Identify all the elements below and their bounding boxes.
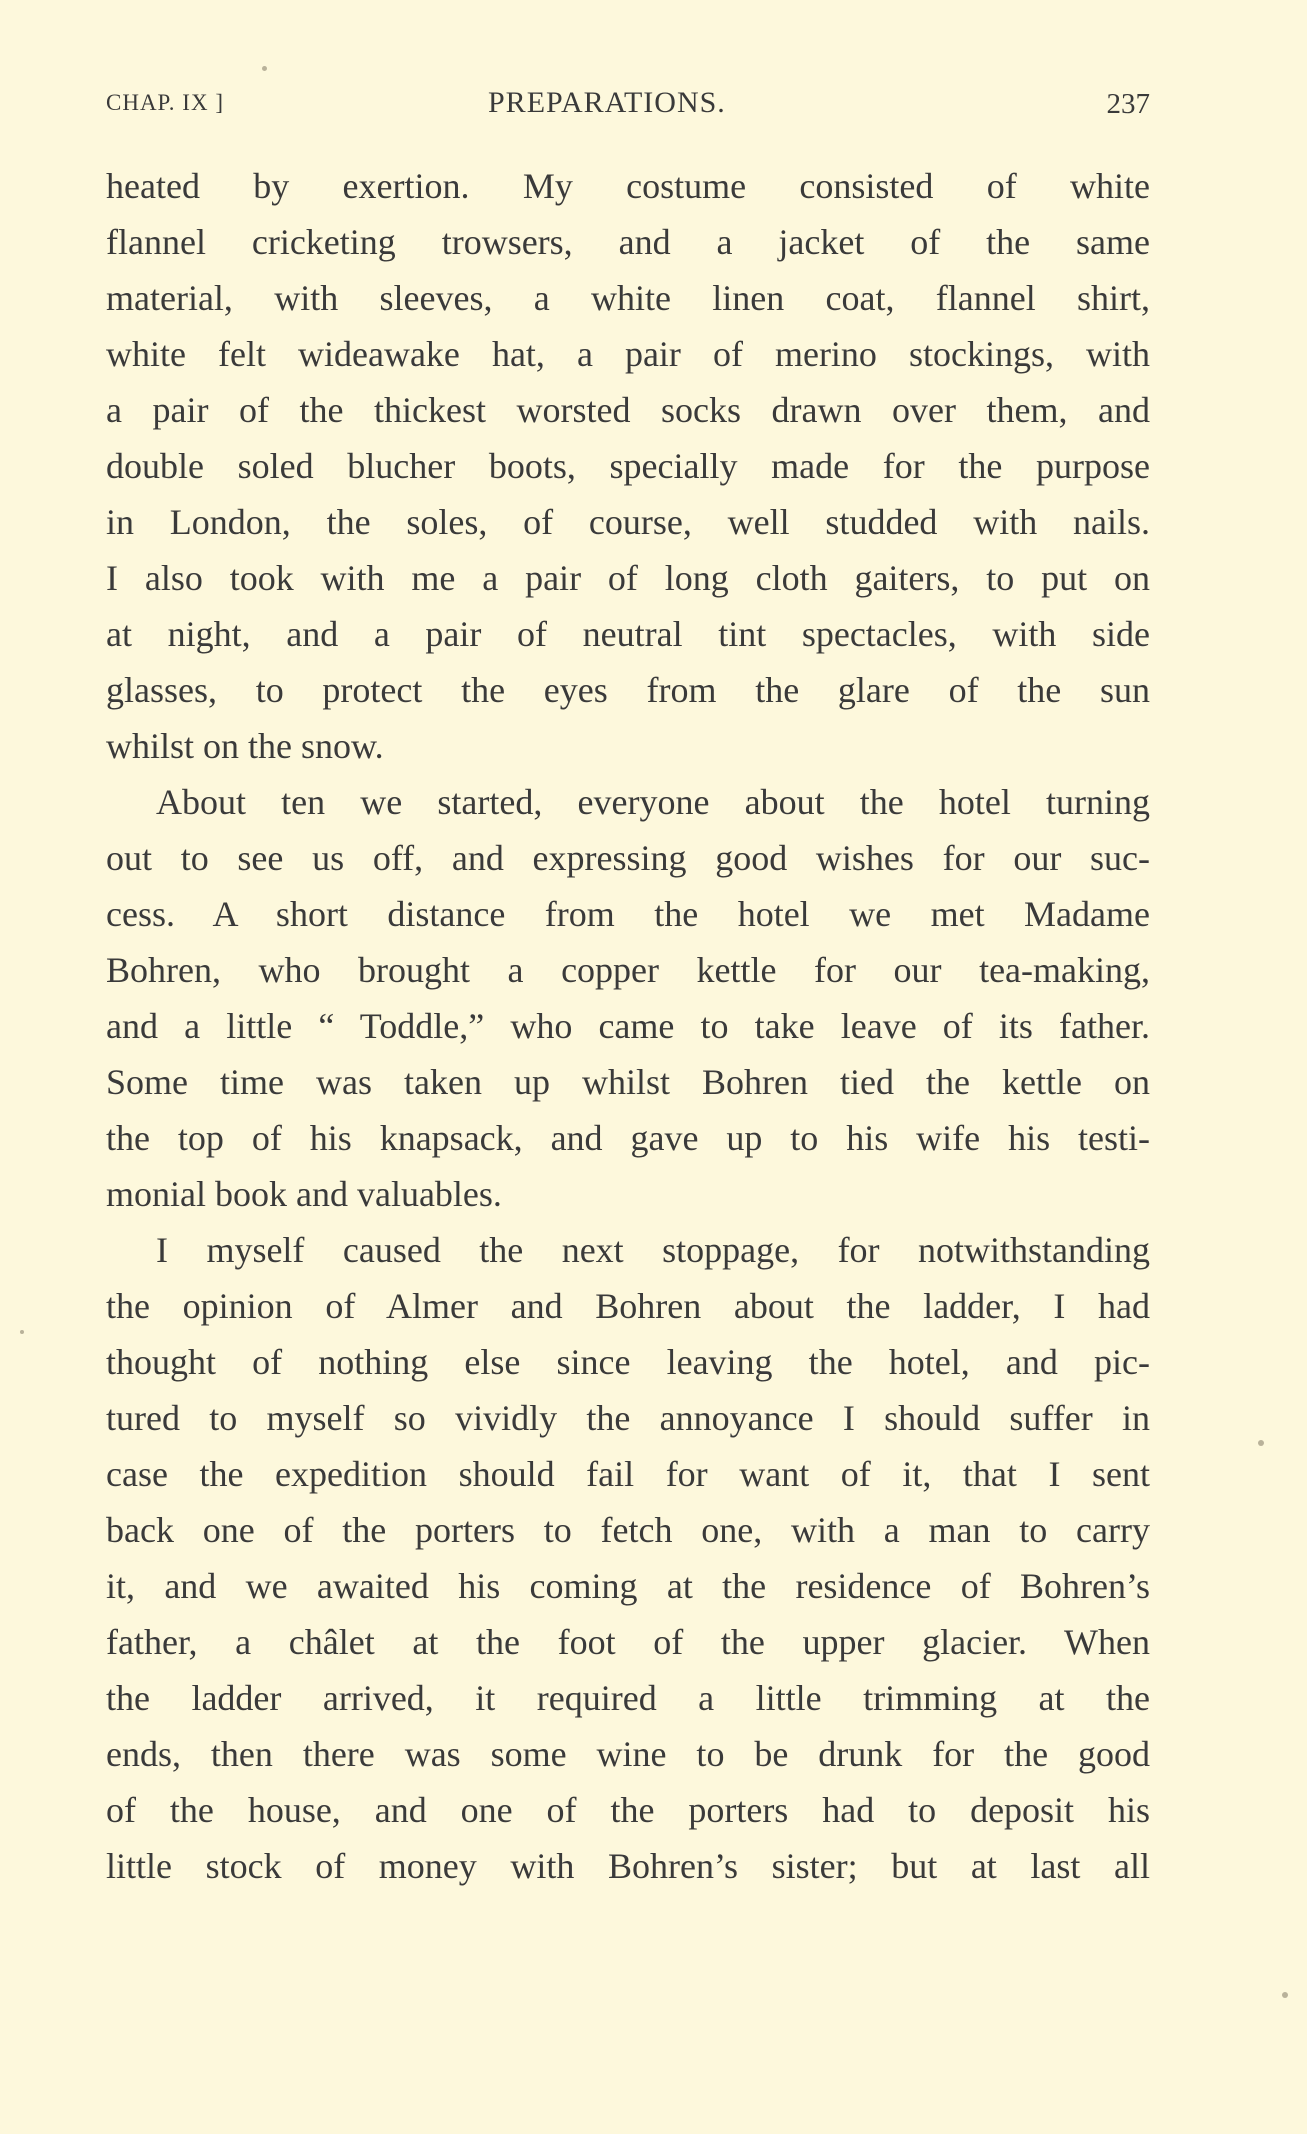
text-line: thought of nothing else since leaving the hotel, and pic-	[106, 1342, 1150, 1382]
text-line: the opinion of Almer and Bohren about the ladder, I had	[106, 1286, 1150, 1326]
text-line: the ladder arrived, it required a little trimming at the	[106, 1678, 1150, 1718]
text-line: Some time was taken up whilst Bohren tied the kettle on	[106, 1062, 1150, 1102]
running-head	[106, 86, 1150, 126]
text-line: it, and we awaited his coming at the residence of Bohren’s	[106, 1566, 1150, 1606]
text-line: out to see us off, and expressing good wishes for our suc-	[106, 838, 1150, 878]
text-line: flannel cricketing trowsers, and a jacket of the same	[106, 222, 1150, 262]
page-title: PREPARATIONS.	[488, 86, 726, 119]
chapter-label: CHAP. IX ]	[106, 90, 224, 115]
text-line: ends, then there was some wine to be drunk for the good	[106, 1734, 1150, 1774]
text-line: case the expedition should fail for want of it, that I sent	[106, 1454, 1150, 1494]
text-line: in London, the soles, of course, well studded with nails.	[106, 502, 1150, 542]
text-line: little stock of money with Bohren’s sister; but at last all	[106, 1846, 1150, 1886]
paper-speck	[20, 1330, 24, 1334]
paper-speck	[262, 66, 267, 71]
paragraph-end-line: monial book and valuables.	[106, 1174, 502, 1214]
text-line: heated by exertion. My costume consisted of white	[106, 166, 1150, 206]
text-line: tured to myself so vividly the annoyance I should suffer in	[106, 1398, 1150, 1438]
text-line: glasses, to protect the eyes from the glare of the sun	[106, 670, 1150, 710]
text-line: double soled blucher boots, specially made for the purpose	[106, 446, 1150, 486]
paper-speck	[1258, 1440, 1264, 1446]
paragraph-start-line: About ten we started, everyone about the hotel turning	[156, 782, 1150, 822]
text-line: of the house, and one of the porters had to deposit his	[106, 1790, 1150, 1830]
text-line: material, with sleeves, a white linen coat, flannel shirt,	[106, 278, 1150, 318]
text-line: and a little “ Toddle,” who came to take leave of its father.	[106, 1006, 1150, 1046]
text-line: white felt wideawake hat, a pair of merino stockings, with	[106, 334, 1150, 374]
page-number: 237	[1106, 88, 1150, 120]
text-line: at night, and a pair of neutral tint spectacles, with side	[106, 614, 1150, 654]
paragraph-end-line: whilst on the snow.	[106, 726, 384, 766]
text-line: father, a châlet at the foot of the upper glacier. When	[106, 1622, 1150, 1662]
text-line: I also took with me a pair of long cloth gaiters, to put on	[106, 558, 1150, 598]
text-line: back one of the porters to fetch one, with a man to carry	[106, 1510, 1150, 1550]
text-line: cess. A short distance from the hotel we met Madame	[106, 894, 1150, 934]
paragraph-start-line: I myself caused the next stoppage, for notwithstanding	[156, 1230, 1150, 1270]
paper-speck	[1282, 1992, 1288, 1998]
body-text	[106, 158, 1150, 1894]
text-line: Bohren, who brought a copper kettle for our tea-making,	[106, 950, 1150, 990]
text-line: a pair of the thickest worsted socks drawn over them, and	[106, 390, 1150, 430]
text-line: the top of his knapsack, and gave up to his wife his testi-	[106, 1118, 1150, 1158]
